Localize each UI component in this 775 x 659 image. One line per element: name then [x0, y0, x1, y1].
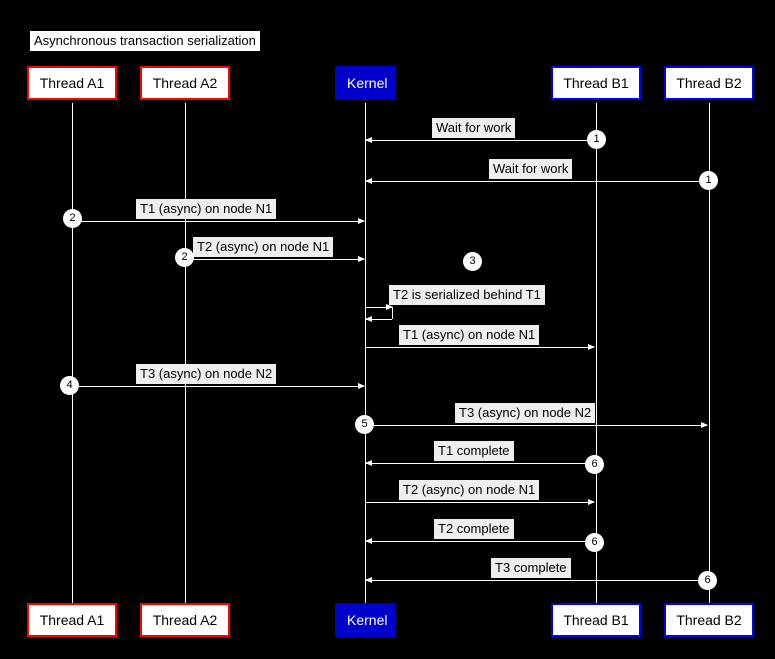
message-label: T2 (async) on node N1 — [193, 237, 333, 257]
lifeline — [72, 103, 73, 603]
message-label: T3 (async) on node N2 — [455, 403, 595, 423]
actor-thread-a1-bottom[interactable] — [27, 603, 117, 637]
step-marker: 2 — [175, 248, 194, 267]
actor-thread-a2-bottom[interactable] — [140, 603, 230, 637]
self-arrow-segment — [392, 307, 393, 319]
lifeline — [185, 103, 186, 603]
message-label: T3 complete — [491, 558, 571, 578]
message-arrow — [366, 347, 594, 348]
actor-label: Kernel — [347, 75, 388, 91]
step-marker: 6 — [585, 533, 604, 552]
actor-label: Thread A1 — [39, 75, 105, 91]
message-arrow — [366, 502, 594, 503]
message-arrow — [366, 425, 707, 426]
actor-label: Thread B2 — [676, 612, 742, 628]
actor-label: Kernel — [347, 612, 388, 628]
step-marker: 1 — [587, 130, 606, 149]
actor-label: Thread A2 — [152, 75, 218, 91]
self-arrow — [366, 307, 392, 308]
actor-label: Thread B1 — [563, 612, 629, 628]
self-arrow-return — [366, 319, 392, 320]
lifeline — [596, 103, 597, 603]
step-marker: 1 — [699, 171, 718, 190]
step-marker: 2 — [63, 209, 82, 228]
actor-thread-b1-bottom[interactable] — [551, 603, 641, 637]
actor-kernel-top[interactable] — [335, 66, 395, 100]
message-label: T2 is serialized behind T1 — [389, 285, 545, 305]
message-arrow — [72, 386, 364, 387]
message-arrow — [72, 221, 364, 222]
message-label: Wait for work — [432, 118, 515, 138]
message-label: T3 (async) on node N2 — [136, 364, 276, 384]
message-arrow — [366, 181, 709, 182]
actor-label: Thread B2 — [676, 75, 742, 91]
message-label: T2 complete — [434, 519, 514, 539]
actor-thread-b2-bottom[interactable] — [664, 603, 754, 637]
actor-thread-a2-top[interactable] — [140, 66, 230, 100]
message-arrow — [366, 140, 596, 141]
message-label: T1 (async) on node N1 — [399, 325, 539, 345]
actor-thread-b2-top[interactable] — [664, 66, 754, 100]
actor-label: Thread A1 — [39, 612, 105, 628]
message-label: T2 (async) on node N1 — [399, 480, 539, 500]
message-arrow — [366, 541, 596, 542]
step-marker: 4 — [60, 376, 79, 395]
message-arrow — [366, 580, 709, 581]
message-arrow — [366, 463, 596, 464]
actor-thread-a1-top[interactable] — [27, 66, 117, 100]
actor-kernel-bottom[interactable] — [335, 603, 395, 637]
actor-label: Thread B1 — [563, 75, 629, 91]
message-label: T1 (async) on node N1 — [136, 199, 276, 219]
step-marker: 5 — [355, 415, 374, 434]
diagram-title: Asynchronous transaction serialization — [30, 31, 260, 51]
step-marker: 3 — [463, 252, 482, 271]
step-marker: 6 — [585, 455, 604, 474]
step-marker: 6 — [698, 571, 717, 590]
actor-label: Thread A2 — [152, 612, 218, 628]
message-arrow — [185, 259, 364, 260]
actor-thread-b1-top[interactable] — [551, 66, 641, 100]
message-label: Wait for work — [489, 159, 572, 179]
message-label: T1 complete — [434, 441, 514, 461]
